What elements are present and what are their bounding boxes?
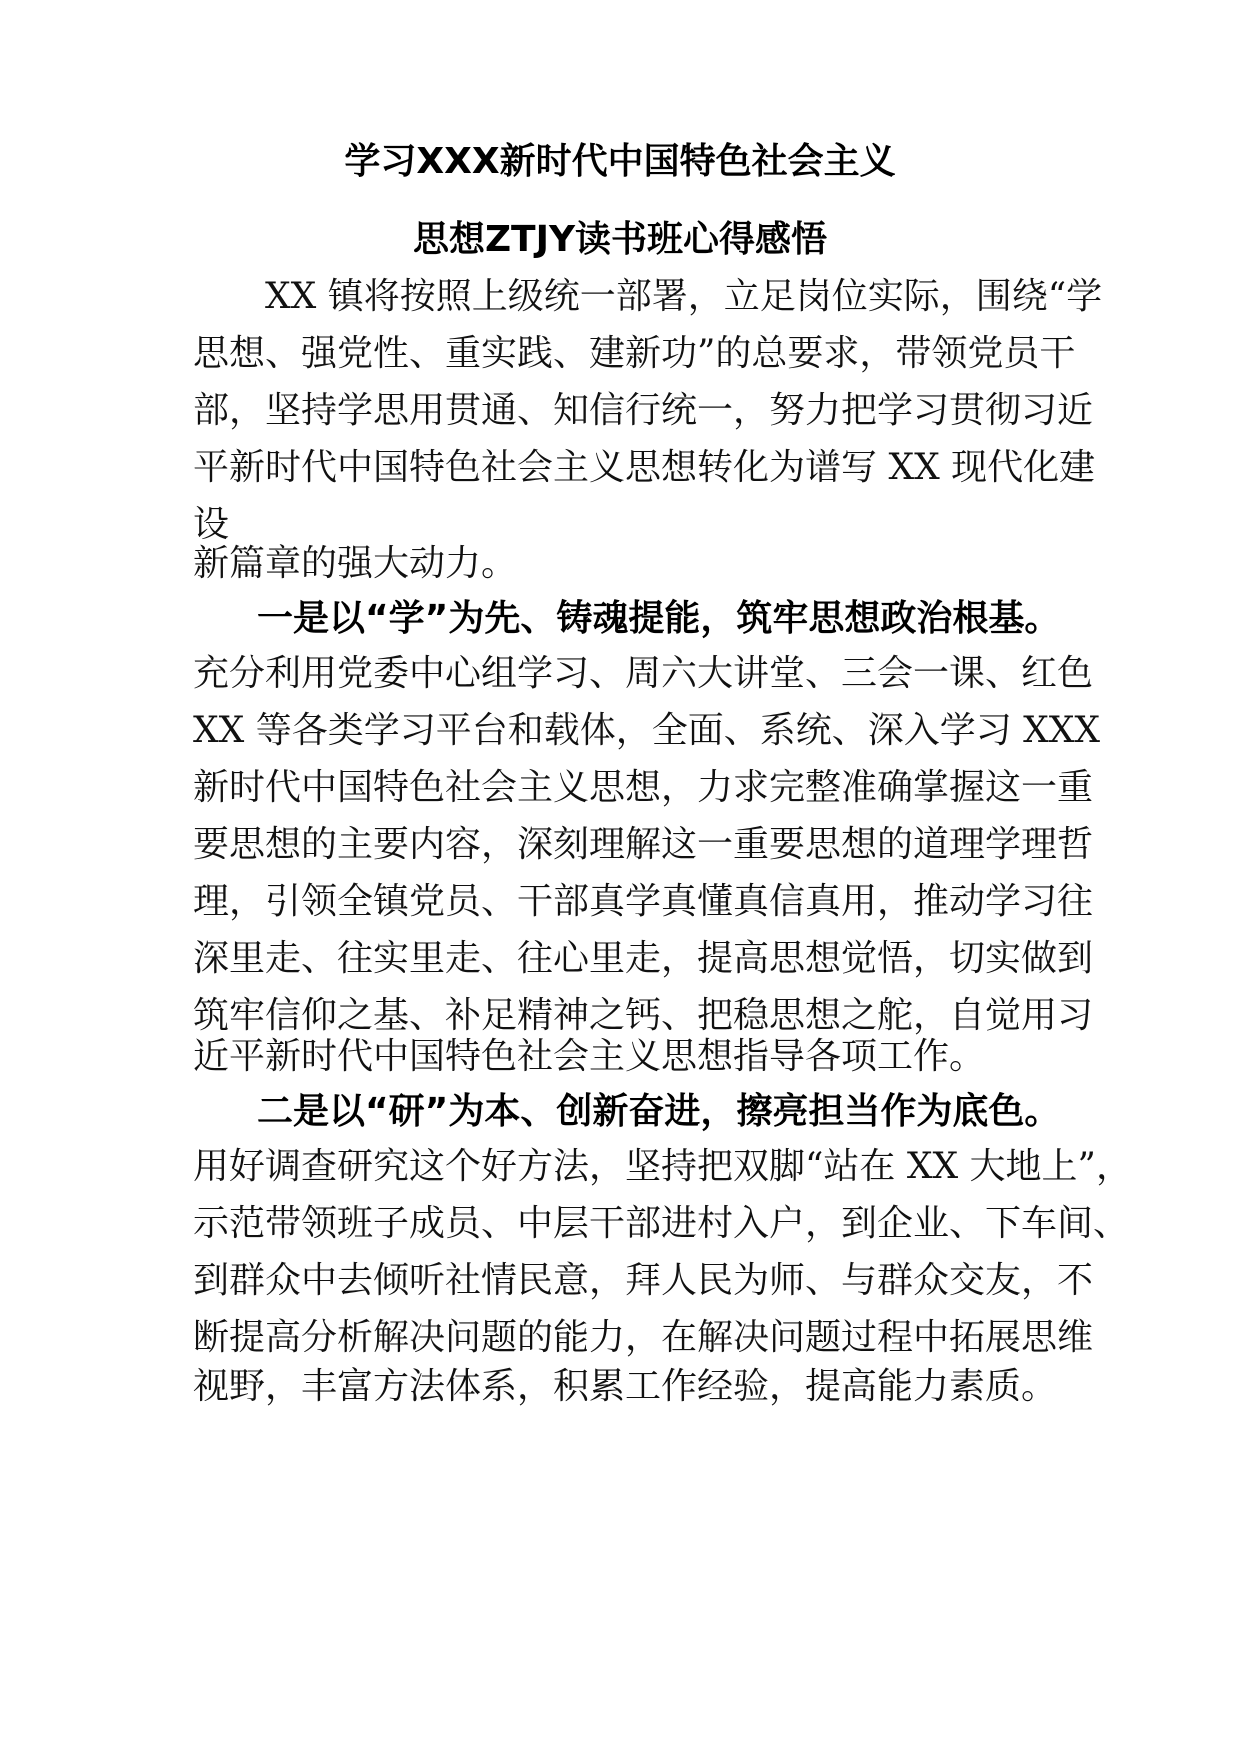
section-2-line: 示范带领班子成员、中层干部进村入户，到企业、下车间、 xyxy=(193,1203,1130,1244)
document-title-line-2: 思想ZTJY读书班心得感悟 xyxy=(412,219,828,260)
section-2-tail: 视野，丰富方法体系，积累工作经验，提高能力素质。 xyxy=(193,1366,1058,1407)
section-1-heading: 一是以“学”为先、铸魂提能，筑牢思想政治根基。 xyxy=(257,598,1061,639)
section-1-line: 要思想的主要内容，深刻理解这一重要思想的道理学理哲 xyxy=(193,824,1094,865)
section-2-heading: 二是以“研”为本、创新奋进，擦亮担当作为底色。 xyxy=(257,1091,1061,1132)
intro-paragraph xyxy=(193,268,1103,553)
intro-paragraph-tail: 新篇章的强大动力。 xyxy=(193,543,518,584)
section-1-line: XX 等各类学习平台和载体，全面、系统、深入学习 XXX xyxy=(193,710,1101,751)
document-title-line-1: 学习XXX新时代中国特色社会主义 xyxy=(344,141,896,182)
section-2-line: 到群众中去倾听社情民意，拜人民为师、与群众交友，不 xyxy=(193,1260,1094,1301)
section-1-paragraph xyxy=(193,645,1101,1044)
intro-line: 设 xyxy=(193,504,230,545)
section-1-line: 筑牢信仰之基、补足精神之钙、把稳思想之舵，自觉用习 xyxy=(193,995,1094,1036)
section-1-line: 充分利用党委中心组学习、周六大讲堂、三会一课、红色 xyxy=(193,653,1094,694)
section-2-line: 用好调查研究这个好方法，坚持把双脚“站在 XX 大地上”， xyxy=(193,1146,1132,1187)
section-2-paragraph xyxy=(193,1138,1132,1366)
section-1-line: 理，引领全镇党员、干部真学真懂真信真用，推动学习往 xyxy=(193,881,1094,922)
section-1-line: 深里走、往实里走、往心里走，提高思想觉悟，切实做到 xyxy=(193,938,1094,979)
intro-line: 思想、强党性、重实践、建新功”的总要求，带领党员干 xyxy=(193,333,1076,374)
intro-line: 平新时代中国特色社会主义思想转化为谱写 XX 现代化建 xyxy=(193,447,1096,488)
intro-line: 部，坚持学思用贯通、知信行统一，努力把学习贯彻习近 xyxy=(193,390,1094,431)
intro-line: XX 镇将按照上级统一部署，立足岗位实际，围绕“学 xyxy=(265,276,1103,317)
section-1-line: 新时代中国特色社会主义思想，力求完整准确掌握这一重 xyxy=(193,767,1094,808)
section-2-line: 断提高分析解决问题的能力，在解决问题过程中拓展思维 xyxy=(193,1317,1094,1358)
section-1-tail: 近平新时代中国特色社会主义思想指导各项工作。 xyxy=(193,1036,986,1077)
